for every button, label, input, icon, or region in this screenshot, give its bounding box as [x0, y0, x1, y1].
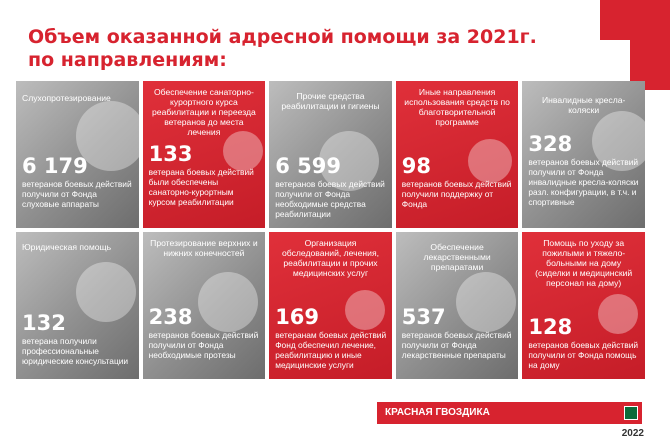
medical-photo	[345, 290, 385, 330]
tile-text: ветеранов боевых действий получили от Фонда необходимые протезы	[148, 330, 259, 360]
sanatorium-photo	[223, 131, 263, 171]
tile-heading: Инвалидные кресла-коляски	[542, 95, 626, 115]
tile-wheelchairs	[522, 81, 645, 228]
tile-heading: Иные направления использования средств по благотворительной программе	[404, 87, 510, 127]
carnation-logo-icon	[624, 406, 638, 420]
title-line-2: по направлениям:	[28, 49, 227, 71]
year-label: 2022	[621, 428, 644, 439]
tile-number: 128	[528, 315, 573, 339]
tile-number: 328	[528, 132, 573, 156]
scales-photo	[76, 262, 136, 322]
tile-text: ветеранов боевых действий получили от Фонда необходимые средства реабилитации	[275, 179, 385, 219]
tile-text: ветерана боевых действий были обеспечены санаторно-курортным курсом реабилитации	[148, 167, 254, 207]
tile-text: ветеранов боевых действий получили поддержку от Фонда	[401, 179, 512, 209]
home-care-photo	[598, 294, 638, 334]
tile-number: 98	[401, 154, 432, 178]
tile-heading: Слухопротезирование	[22, 93, 111, 103]
tile-heading: Юридическая помощь	[22, 242, 112, 252]
brand-name: КРАСНАЯ ГВОЗДИКА	[385, 407, 490, 418]
tile-number: 6 179	[22, 154, 88, 178]
tile-prosthetics	[143, 232, 266, 379]
tile-number: 133	[148, 142, 193, 166]
tile-other	[396, 81, 519, 228]
tile-number: 238	[148, 305, 193, 329]
tile-medicines	[396, 232, 519, 379]
tile-rehab-means	[269, 81, 392, 228]
tile-text: ветеранов боевых действий получили от Фонда помощь на дому	[528, 340, 639, 370]
tile-text: ветеранам боевых действий Фонд обеспечил лечение, реабилитацию и иные медицинские услуги	[275, 330, 387, 370]
tile-hearing	[16, 81, 139, 228]
tile-heading: Протезирование верхних и нижних конечностей	[150, 238, 258, 258]
page-title	[28, 26, 588, 72]
tile-text: ветерана получили профессиональные юридические консультации	[22, 336, 129, 366]
tile-heading: Прочие средства реабилитации и гигиены	[281, 91, 380, 111]
medicines-photo	[456, 272, 516, 332]
corner-accent	[600, 0, 670, 90]
tile-text: ветеранов боевых действий получили от Фонда слуховые аппараты	[22, 179, 132, 209]
tile-legal	[16, 232, 139, 379]
title-line-1: Объем оказанной адресной помощи за 2021г.	[28, 26, 537, 48]
tile-heading: Обеспечение санаторно-курортного курса реабилитации и переезда ветеранов до места лечения	[152, 87, 256, 137]
tile-number: 6 599	[275, 154, 341, 178]
tile-heading: Помощь по уходу за пожилыми и тяжело-больными на дому (сиделки и медицинский персонал на дому)	[535, 238, 633, 288]
other-photo	[468, 139, 512, 183]
tile-home-care	[522, 232, 645, 379]
tile-heading: Обеспечение лекарственными препаратами	[423, 242, 491, 272]
tile-sanatorium	[143, 81, 266, 228]
tile-text: ветеранов боевых действий получили от Фонда лекарственные препараты	[401, 330, 512, 360]
tile-text: ветеранов боевых действий получили от Фонда инвалидные кресла-коляски разл. конфигурации, в т.ч. и спортивные	[528, 157, 639, 207]
tile-number: 537	[401, 305, 446, 329]
tile-number: 132	[22, 311, 66, 335]
brand-bar	[377, 402, 642, 424]
stats-grid	[16, 81, 645, 379]
tile-heading: Организация обследований, лечения, реабилитации и прочих медицинских услуг	[281, 238, 379, 278]
tile-medical	[269, 232, 392, 379]
prosthetics-photo	[198, 272, 258, 332]
tile-number: 169	[275, 305, 320, 329]
